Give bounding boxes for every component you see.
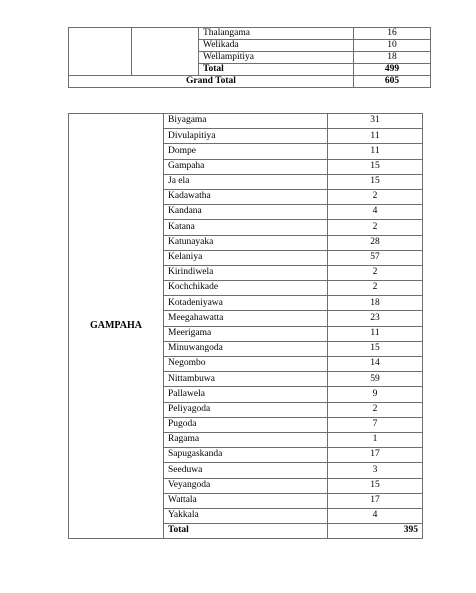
area-name-cell: Thalangama	[199, 28, 354, 40]
count-cell: 59	[328, 372, 423, 387]
count-cell: 11	[328, 129, 423, 144]
area-name-cell: Veyangoda	[164, 478, 328, 493]
area-name-cell: Gampaha	[164, 159, 328, 174]
district-name: GAMPAHA	[69, 114, 164, 539]
area-name-cell: Ragama	[164, 432, 328, 447]
area-name-cell: Negombo	[164, 357, 328, 372]
area-name-cell: Minuwangoda	[164, 341, 328, 356]
area-name-cell: Kochchikade	[164, 281, 328, 296]
count-cell: 14	[328, 357, 423, 372]
division-cell	[132, 28, 199, 76]
area-name-cell: Nittambuwa	[164, 372, 328, 387]
area-name-cell: Divulapitiya	[164, 129, 328, 144]
count-cell: 18	[354, 52, 431, 64]
count-cell: 1	[328, 432, 423, 447]
count-cell: 11	[328, 326, 423, 341]
total-value: 395	[328, 524, 423, 539]
total-value: 499	[354, 64, 431, 76]
count-cell: 17	[328, 493, 423, 508]
area-name-cell: Biyagama	[164, 114, 328, 129]
count-cell: 15	[328, 159, 423, 174]
area-name-cell: Kadawatha	[164, 189, 328, 204]
count-cell: 15	[328, 478, 423, 493]
grand-total-row	[69, 76, 431, 88]
area-name-cell: Kotadeniyawa	[164, 296, 328, 311]
area-name-cell: Meegahawatta	[164, 311, 328, 326]
gampaha-table	[68, 113, 423, 539]
area-name-cell: Yakkala	[164, 508, 328, 523]
count-cell: 28	[328, 235, 423, 250]
colombo-table-tail	[68, 27, 431, 88]
total-label: Total	[164, 524, 328, 539]
area-name-cell: Sapugaskanda	[164, 448, 328, 463]
count-cell: 11	[328, 144, 423, 159]
area-name-cell: Kelaniya	[164, 250, 328, 265]
table2-body	[69, 114, 423, 539]
area-name-cell: Pallawela	[164, 387, 328, 402]
total-label: Total	[199, 64, 354, 76]
count-cell: 10	[354, 40, 431, 52]
area-name-cell: Ja ela	[164, 174, 328, 189]
area-name-cell: Welikada	[199, 40, 354, 52]
area-name-cell: Peliyagoda	[164, 402, 328, 417]
count-cell: 2	[328, 189, 423, 204]
table-row	[69, 28, 431, 40]
count-cell: 2	[328, 281, 423, 296]
count-cell: 31	[328, 114, 423, 129]
count-cell: 2	[328, 265, 423, 280]
grand-total-value: 605	[354, 76, 431, 88]
area-name-cell: Katana	[164, 220, 328, 235]
area-name-cell: Wellampitiya	[199, 52, 354, 64]
area-name-cell: Seeduwa	[164, 463, 328, 478]
count-cell: 2	[328, 220, 423, 235]
area-name-cell: Dompe	[164, 144, 328, 159]
table1-body	[69, 28, 431, 88]
area-name-cell: Wattala	[164, 493, 328, 508]
count-cell: 9	[328, 387, 423, 402]
count-cell: 7	[328, 417, 423, 432]
table-row	[69, 114, 423, 129]
area-name-cell: Pugoda	[164, 417, 328, 432]
area-name-cell: Katunayaka	[164, 235, 328, 250]
count-cell: 57	[328, 250, 423, 265]
area-name-cell: Kandana	[164, 205, 328, 220]
area-name-cell: Kirindiwela	[164, 265, 328, 280]
count-cell: 3	[328, 463, 423, 478]
count-cell: 16	[354, 28, 431, 40]
district-cell	[69, 28, 132, 76]
grand-total-label: Grand Total	[69, 76, 354, 88]
count-cell: 23	[328, 311, 423, 326]
count-cell: 4	[328, 508, 423, 523]
count-cell: 15	[328, 341, 423, 356]
count-cell: 4	[328, 205, 423, 220]
count-cell: 15	[328, 174, 423, 189]
count-cell: 17	[328, 448, 423, 463]
area-name-cell: Meerigama	[164, 326, 328, 341]
count-cell: 2	[328, 402, 423, 417]
count-cell: 18	[328, 296, 423, 311]
